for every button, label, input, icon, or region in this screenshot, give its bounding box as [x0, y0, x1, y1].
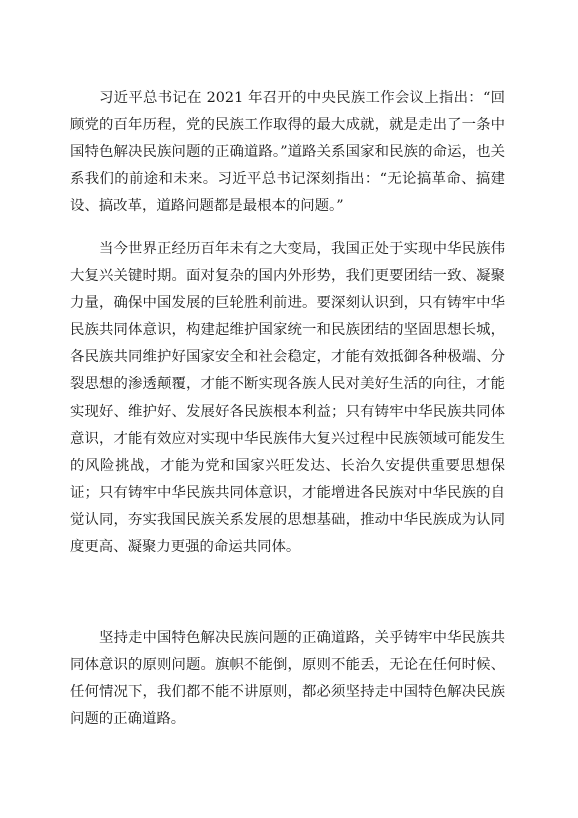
paragraph-3: 坚持走中国特色解决民族问题的正确道路，关乎铸牢中华民族共同体意识的原则问题。旗帜不能倒，原则不能丢，无论在任何时候、任何情况下，我们都不能不讲原则，都必须坚持走中国特色解决民族问题的正确道路。 [70, 630, 505, 728]
paragraph-2: 当今世界正经历百年未有之大变局，我国正处于实现中华民族伟大复兴关键时期。面对复杂的国内外形势，我们更要团结一致、凝聚力量，确保中国发展的巨轮胜利前进。要深刻认识到，只有铸牢中华民族共同体意识，构建起维护国家统一和民族团结的坚固思想长城，各民族共同维护好国家安全和社会稳定，才能有效抵御各种极端、分裂思想的渗透颠覆，才能不断实现各族人民对美好生活的向往，才能实现好、维护好、发展好各民族根本利益；只有铸牢中华民族共同体意识，才能有效应对实现中华民族伟大复兴过程中民族领域可能发生的风险挑战，才能为党和国家兴旺发达、长治久安提供重要思想保证；只有铸牢中华民族共同体意识，才能增进各民族对中华民族的自觉认同，夯实我国民族关系发展的思想基础，推动中华民族成为认同度更高、凝聚力更强的命运共同体。 [70, 241, 505, 556]
paragraph-1: 习近平总书记在 2021 年召开的中央民族工作会议上指出：“回顾党的百年历程，党的民族工作取得的最大成就，就是走出了一条中国特色解决民族问题的正确道路。”道路关系国家和民族的命运，也关系我们的前途和未来。习近平总书记深刻指出：“无论搞革命、搞建设、搞改革，道路问题都是最根本的问题。” [70, 90, 505, 215]
